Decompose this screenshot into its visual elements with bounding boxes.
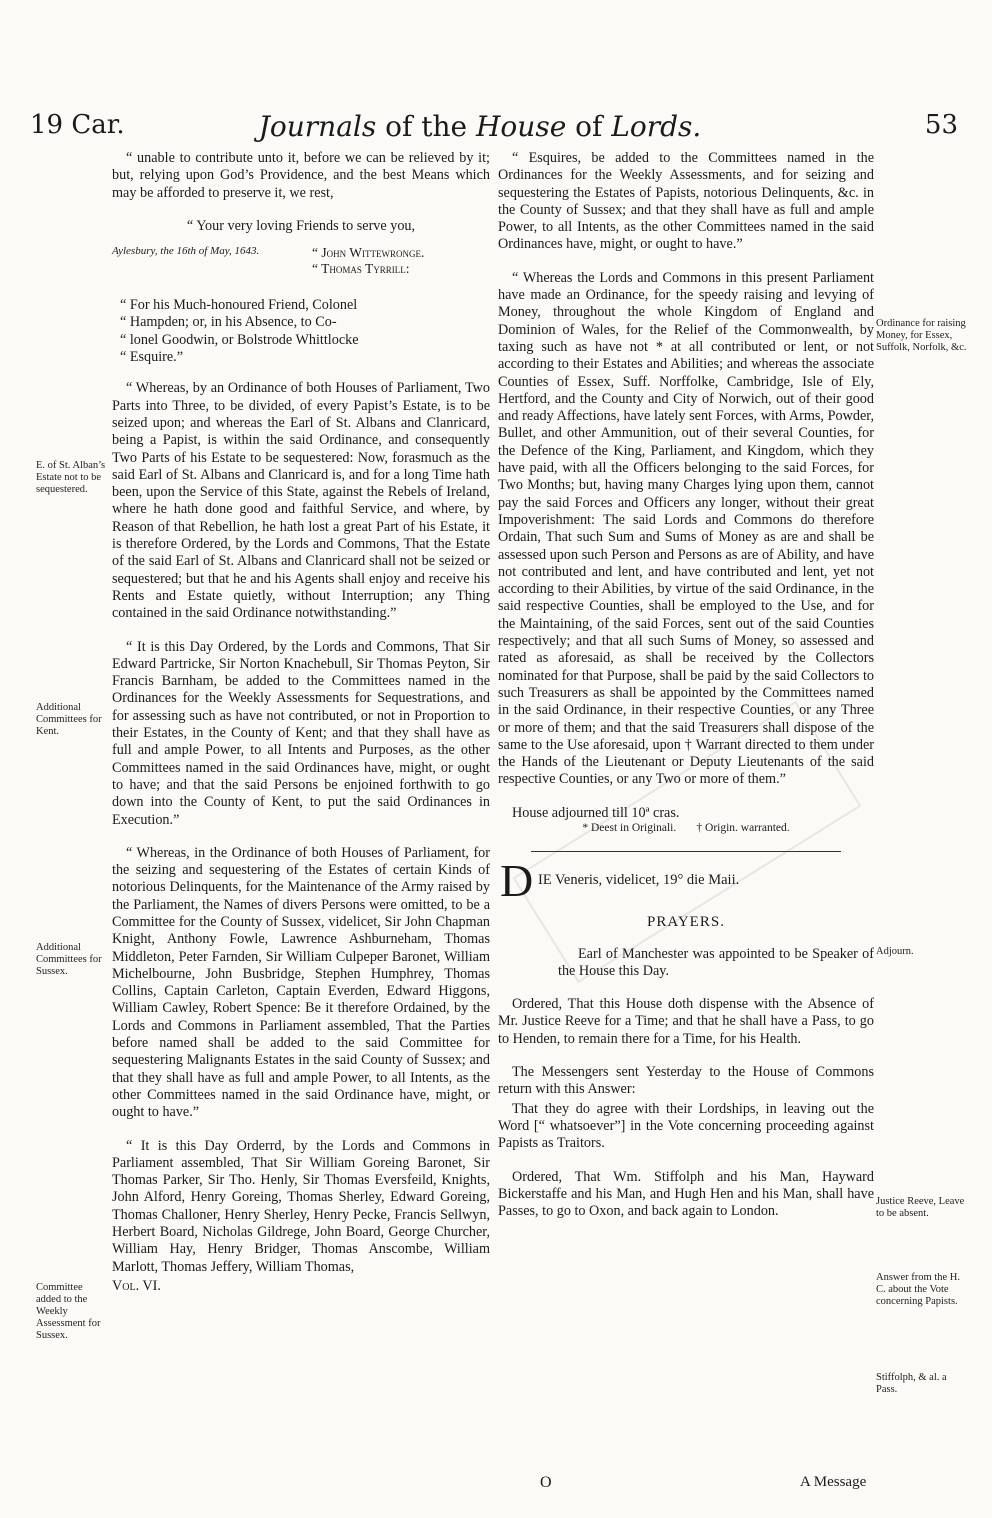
printer-signature: O xyxy=(540,1474,552,1491)
letter-address xyxy=(112,297,490,366)
regnal-year: 19 Car. xyxy=(30,110,125,140)
letter-sign-off: “ Your very loving Friends to serve you, xyxy=(186,217,416,234)
title-lords: Lords. xyxy=(611,110,702,143)
weekly-assessment-order: “ It is this Day Orderrd, by the Lords and Commons in Parliament assembled, That Sir William Goreing Baronet, Sir Thomas Parker, Sir Tho. Henly, Sir Thomas Eversfeild, Knights, John Alford, Henry Goreing, Thomas Sherley, Edward Goreing, Thomas Challoner, Henry Sherley, Henry Pecke, Francis Sellwyn, Herbert Board, Nicholas Gildrege, John Board, George Churcher, William Hay, Henry Bridger, Thomas Anscombe, William Marlott, Thomas Jeffery, William Thomas, xyxy=(112,1137,490,1275)
justice-reeve-order: Ordered, That this House doth dispense with the Absence of Mr. Justice Reeve for a Time; and that he shall have a Pass, to go to Henden, to remain there for a Time, for his Health. xyxy=(498,996,874,1047)
speaker-appointment: Earl of Manchester was appointed to be Speaker of the House this Day. xyxy=(558,945,874,979)
st-albans-ordinance: “ Whereas, by an Ordinance of both Houses of Parliament, Two Parts into Three, to be divided, of every Papist’s Estate, is to be seized upon; and whereas the Earl of St. Albans and Clanricard, being a Papist, is within the said Ordinance, and consequently Two Parts of his Estate to be sequestered: Now, forasmuch as the said Earl of St. Albans and Clanricard is, and for a long Time hath been, upon the Service of this State, against the Rebels of Ireland, where he hath done good and faithful Service, and where, by Reason of that Rebellion, he hath lost a great Part of his Estate, it is therefore Ordered, by the Lords and Commons, That the Estate of the said Earl of St. Albans and Clanricard shall not be seized or sequestered; but that he and his Agents shall enjoy and receive his Rents and Estate quietly, without Interruption; any Thing contained in the said Ordinance notwithstanding.” xyxy=(112,380,490,622)
left-column xyxy=(112,150,490,1295)
address-line-3: “ lonel Goodwin, or Bolstrode Whittlocke xyxy=(120,331,359,348)
margin-note-passes: Stiffolph, & al. a Pass. xyxy=(876,1372,947,1395)
title-journals: Journals xyxy=(258,110,377,143)
title-of: of xyxy=(566,110,612,143)
margin-note-reeve: Justice Reeve, Leave to be absent. xyxy=(876,1196,965,1219)
letter-place-date: Aylesbury, the 16th of May, 1643. xyxy=(112,245,260,258)
title-house: House xyxy=(476,110,567,143)
prayers-heading: PRAYERS. xyxy=(647,914,725,931)
signatory-1: “ John Wittewronge. xyxy=(312,245,425,261)
margin-note-adjourn: Adjourn. xyxy=(876,946,914,957)
address-line-1: “ For his Much-honoured Friend, Colonel xyxy=(120,297,358,314)
margin-note-sussex: Additional Committees for Sussex. xyxy=(36,942,102,977)
margin-note-weekly: Committee added to the Weekly Assessment for Sussex. xyxy=(36,1282,101,1341)
margin-note-st-albans: E. of St. Alban’s Estate not to be sequestered. xyxy=(36,460,106,495)
eastern-counties-ordinance: “ Whereas the Lords and Commons in this present Parliament have made an Ordinance, for the speedy raising and levying of Money, throughout the whole Kingdom of England and Dominion of Wales, for the Relief of the Commonwealth, by taxing such as have not * at all contributed or lent, or not according to their Estates and Abilities; and whereas the associate Counties of Essex, Suff. Norffolke, Cambridge, Isle of Ely, Hertford, and the County and City of Norwich, out of their good and ready Affections, have lately sent Forces, with Arms, Powder, Bullet, and other Ammunition, out of their several Counties, for the Defence of the King, Parliament, and Kingdom, which they have paid, with all the Officers belonging to the said Forces, for Two Months; but, having many Charges lying upon them, cannot pay the said Forces and Officers any longer, without their great Impoverishment: The said Lords and Commons do therefore Ordain, That such Sum and Sums of Money as are and shall be assessed upon such Person and Persons as are of Ability, and have not contributed and lent, and have contributed and lent, yet not according to their Abilities, by virtue of the said Ordinance, in the said respective Counties, shall be employed to the Use, and for the Maintaining, of the said Forces, sent out of the said Counties respectively; and that all such Sums of Money, so assessed and rated as aforesaid, as shall be received by the Collectors nominated for that Purpose, shall be paid by the said Collectors to such Treasurers as shall be appointed by the Committees named in the said Ordinance, in their respective Counties, or any Three or more of them; and that the said Treasurers shall dispose of the same to the Use aforesaid, upon † Warrant directed to them under the Hands of the Lieutenant or Deputy Lieutenants of the said respective Counties, or any Two or more of them.” xyxy=(498,269,874,788)
address-line-2: “ Hampden; or, in his Absence, to Co- xyxy=(120,314,337,331)
commons-answer: That they do agree with their Lordships, in leaving out the Word [“ whatsoever”] in the Vote concerning proceeding against Papists as Traitors. xyxy=(498,1100,874,1152)
footnotes xyxy=(498,820,874,837)
margin-note-answer: Answer from the H. C. about the Vote concerning Papists. xyxy=(876,1272,960,1307)
kent-committees-order: “ It is this Day Ordered, by the Lords and Commons, That Sir Edward Partricke, Sir Norton Knachebull, Sir Thomas Peyton, Sir Francis Barnham, be added to the Committees named in the Ordinances for the Weekly Assessments for Sequestrations, and for assessing such as have not contributed, or not in Proportion to their Estates, in the County of Kent; and that they shall have as full and ample Power, to all Intents and Purposes, as the other Committees named in the said Ordinances have, might, or ought to have; and that the said Persons be enjoined forthwith to go down into the County of Kent, to put the said Ordinances in Execution.” xyxy=(112,638,490,828)
address-line-4: “ Esquire.” xyxy=(120,349,184,366)
letter-signatories xyxy=(312,245,424,277)
margin-note-kent: Additional Committees for Kent. xyxy=(36,702,102,737)
catchword: A Message xyxy=(800,1474,867,1490)
running-head xyxy=(30,110,958,146)
footnote-1: * Deest in Originali. xyxy=(582,821,677,834)
signatory-2: “ Thomas Tyrrill: xyxy=(312,261,410,277)
drop-cap: D xyxy=(500,855,534,907)
volume-number: Vol. VI. xyxy=(112,1277,161,1294)
sussex-order-continued: “ Esquires, be added to the Committees named in the Ordinances for the Weekly Assessments, and for seizing and sequestering the Estates of Papists, notorious Delinquents, &c. in the County of Sussex; and that they shall have as full and ample Power, to all Intents, as the other Committees named in the said Ordinances have, might, or ought to have.” xyxy=(498,150,874,253)
letter-closing-paragraph: “ unable to contribute unto it, before we can be relieved by it; but, relying upon God’s Providence, and the best Means which may be afforded to preserve it, we rest, xyxy=(112,150,490,201)
messengers-return: The Messengers sent Yesterday to the House of Commons return with this Answer: xyxy=(498,1064,874,1098)
footnote-2: † Origin. warranted. xyxy=(696,821,790,834)
right-column xyxy=(498,150,874,1236)
day-heading xyxy=(498,855,874,907)
letter-signature-block xyxy=(112,245,490,287)
sussex-committees-ordinance: “ Whereas, in the Ordinance of both Houses of Parliament, for the seizing and sequestering of the Estates of certain Kinds of notorious Delinquents, for the Maintenance of the Army raised by the Parliament, the Names of divers Persons were omitted, to be a Committee for the County of Sussex, videlicet, Sir John Chapman Knight, Anthony Fowle, Lawrence Ashburneham, Thomas Middleton, Peter Farnden, Sir William Culpeper Baronet, William Michelbourne, John Busbridge, Stephen Humphrey, Thomas Collins, Captain Carleton, Captain Everden, Edward Higgons, William Cawley, Robert Spence: Be it therefore Ordained, by the Lords and Commons in Parliament assembled, That the Parties before named shall be added to the said Committee for sequestering Malignants Estates in the said County of Sussex; and that they shall have as full and ample Power, to all Intents, as the other Committees named in the said Ordinance have, might, or ought to have.” xyxy=(112,844,490,1121)
section-rule xyxy=(531,851,841,852)
journal-title xyxy=(30,110,930,143)
adjournment-line: House adjourned till 10ª cras. xyxy=(512,804,680,821)
passes-order: Ordered, That Wm. Stiffolph and his Man, Hayward Bickerstaffe and his Man, and Hugh Hen and his Man, shall have Passes, to go to Oxon, and back again to London. xyxy=(498,1168,874,1220)
title-of-the: of the xyxy=(376,110,477,143)
day-heading-text: IE Veneris, videlicet, 19° die Maii. xyxy=(538,872,740,889)
page-number: 53 xyxy=(924,110,958,140)
margin-note-ordinance: Ordinance for raising Money, for Essex, Suffolk, Norfolk, &c. xyxy=(876,318,967,353)
